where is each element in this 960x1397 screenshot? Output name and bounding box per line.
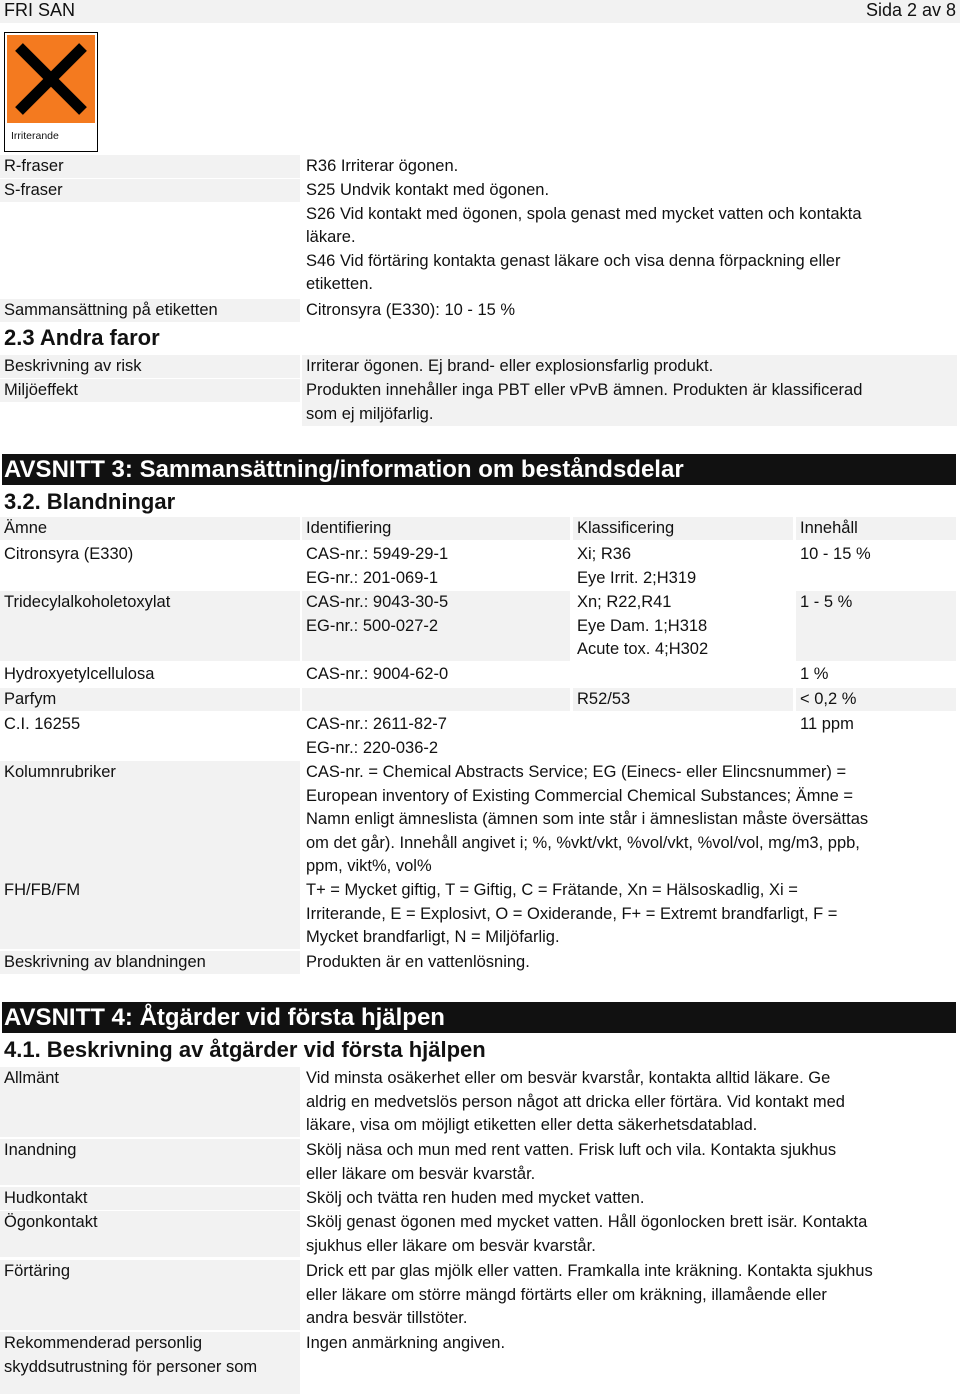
- substance-name: Parfym: [0, 688, 300, 711]
- row-label: [0, 1067, 300, 1137]
- text-line: Eye Irrit. 2;H319: [577, 568, 697, 587]
- substance-name: Hydroxyetylcellulosa: [4, 665, 155, 683]
- row-label: [0, 1139, 300, 1185]
- column-header: Innehåll: [796, 517, 956, 540]
- subsection-title: 4.1. Beskrivning av åtgärder vid första hjälpen: [0, 1036, 960, 1064]
- text-line: eller läkare om besvär kvarstår.: [306, 1164, 536, 1183]
- text-line: Inandning: [4, 1141, 77, 1159]
- identification: [302, 663, 570, 687]
- text-line: Produkten innehåller inga PBT eller vPvB ämnen. Produkten är klassificerad: [306, 381, 863, 399]
- text-line: S46 Vid förtäring kontakta genast läkare och visa denna förpackning eller: [306, 251, 841, 270]
- text-line: Förtäring: [4, 1262, 71, 1280]
- pictogram-label: Irriterande: [11, 130, 59, 142]
- page-number: Sida 2 av 8: [865, 0, 956, 20]
- text-line: R52/53: [577, 690, 631, 708]
- text-line: S26 Vid kontakt med ögonen, spola genast med mycket vatten och kontakta: [306, 204, 862, 223]
- text-line: eller läkare om större mängd förtärts eller om kräkning, illamående eller: [306, 1285, 827, 1304]
- text-line: EG-nr.: 500-027-2: [306, 616, 439, 635]
- row-text: [302, 879, 957, 950]
- content: 11 ppm: [800, 715, 854, 733]
- text-line: EG-nr.: 201-069-1: [306, 568, 439, 587]
- row-label: Beskrivning av risk: [0, 355, 300, 378]
- row-text: [302, 179, 957, 297]
- row-text: [302, 155, 957, 179]
- text-line: sjukhus eller läkare om besvär kvarstår.: [306, 1236, 596, 1255]
- text-line: Skölj näsa och mun med rent vatten. Frisk luft och vila. Kontakta sjukhus: [306, 1141, 837, 1159]
- company-name: FRI SAN: [4, 0, 76, 20]
- text-line: CAS-nr.: 2611-82-7: [306, 715, 447, 733]
- row-label: [0, 1260, 300, 1330]
- text-line: Skölj genast ögonen med mycket vatten. Håll ögonlocken brett isär. Kontakta: [306, 1213, 868, 1231]
- text-line: CAS-nr.: 9043-30-5: [306, 593, 449, 611]
- text-line: T+ = Mycket giftig, T = Giftig, C = Frätande, Xn = Hälsoskadlig, Xi =: [306, 881, 798, 899]
- text-line: Rekommenderad personlig: [4, 1334, 203, 1352]
- text-line: CAS-nr.: 9004-62-0: [306, 665, 449, 683]
- column-header: Identifiering: [302, 517, 570, 540]
- substance-name: Citronsyra (E330): [4, 545, 134, 563]
- text-line: European inventory of Existing Commercial Chemical Substances; Ämne =: [306, 786, 854, 805]
- identification: [302, 591, 570, 661]
- classification: [573, 688, 793, 711]
- hazard-pictogram: [4, 32, 98, 152]
- row-text: [302, 1187, 957, 1211]
- text-line: Irriterande, E = Explosivt, O = Oxiderande, F+ = Extremt brandfarligt, F =: [306, 904, 838, 923]
- row-text: [302, 299, 957, 323]
- text-line: andra besvär tillstöter.: [306, 1309, 468, 1327]
- text-line: läkare.: [306, 228, 356, 246]
- row-text: [302, 355, 957, 379]
- text-line: Ingen anmärkning angiven.: [306, 1334, 506, 1352]
- row-label: Kolumnrubriker: [0, 761, 300, 879]
- identification: [302, 688, 570, 711]
- text-line: R36 Irriterar ögonen.: [306, 157, 459, 175]
- text-line: Citronsyra (E330): 10 - 15 %: [306, 301, 516, 319]
- identification: [302, 713, 570, 760]
- row-text: [302, 379, 957, 426]
- text-line: om det går). Innehåll angivet i; %, %vkt/vkt, %vol/vkt, %vol/vol, mg/m3, ppb,: [306, 833, 860, 852]
- row-label: Beskrivning av blandningen: [0, 951, 300, 974]
- text-line: S25 Undvik kontakt med ögonen.: [306, 181, 550, 199]
- section-3-heading: AVSNITT 3: Sammansättning/information om beståndsdelar: [2, 454, 956, 485]
- text-line: Eye Dam. 1;H318: [577, 616, 708, 635]
- section-4-heading: AVSNITT 4: Åtgärder vid första hjälpen: [2, 1002, 956, 1033]
- content: 10 - 15 %: [800, 545, 871, 563]
- text-line: Mycket brandfarligt, N = Miljöfarlig.: [306, 928, 560, 946]
- text-line: Vid minsta osäkerhet eller om besvär kvarstår, kontakta alltid läkare. Ge: [306, 1069, 831, 1087]
- row-label: [0, 1332, 300, 1394]
- row-label: R-fraser: [0, 155, 300, 178]
- subsection-title: 3.2. Blandningar: [0, 488, 960, 516]
- text-line: CAS-nr.: 5949-29-1: [306, 545, 449, 563]
- row-label: [0, 1211, 300, 1257]
- text-line: som ej miljöfarlig.: [306, 404, 434, 423]
- row-label: Miljöeffekt: [0, 379, 300, 402]
- page-header: [0, 0, 960, 23]
- classification: [573, 543, 793, 590]
- substance-name: C.I. 16255: [4, 715, 81, 733]
- text-line: Skölj och tvätta ren huden med mycket vatten.: [306, 1189, 645, 1207]
- text-line: aldrig en medvetslös person något att dricka eller förtära. Vid kontakt med: [306, 1092, 845, 1111]
- column-header: Klassificering: [573, 517, 793, 540]
- row-label: Sammansättning på etiketten: [0, 299, 300, 322]
- text-line: CAS-nr. = Chemical Abstracts Service; EG (Einecs- eller Elincsnummer) =: [306, 763, 847, 781]
- text-line: Acute tox. 4;H302: [577, 640, 709, 658]
- substance-name: Tridecylalkoholetoxylat: [0, 591, 300, 661]
- text-line: Allmänt: [4, 1069, 60, 1087]
- row-text: [302, 1332, 957, 1356]
- text-line: Hudkontakt: [4, 1189, 88, 1207]
- content: 1 %: [800, 665, 829, 683]
- classification: [573, 591, 793, 662]
- row-label: S-fraser: [0, 179, 300, 202]
- text-line: skyddsutrustning för personer som: [4, 1357, 258, 1376]
- text-line: Ögonkontakt: [4, 1213, 98, 1231]
- content: 1 - 5 %: [796, 591, 956, 661]
- text-line: Drick ett par glas mjölk eller vatten. Framkalla inte kräkning. Kontakta sjukhus: [306, 1262, 873, 1280]
- row-text: [302, 1067, 957, 1138]
- row-label: [0, 1187, 300, 1210]
- text-line: läkare, visa om möjligt etiketten eller detta säkerhetsdatablad.: [306, 1116, 758, 1134]
- text-line: Xn; R22,R41: [577, 593, 672, 611]
- row-label: FH/FB/FM: [0, 879, 300, 949]
- text-line: Produkten är en vattenlösning.: [306, 953, 530, 971]
- column-header: Ämne: [0, 517, 300, 540]
- text-line: Namn enligt ämneslista (ämnen som inte står i ämneslistan måste översättas: [306, 810, 869, 828]
- irritant-x-icon: [7, 35, 95, 123]
- text-line: etiketten.: [306, 275, 373, 293]
- text-line: Irriterar ögonen. Ej brand- eller explosionsfarlig produkt.: [306, 357, 714, 375]
- row-text: [302, 951, 957, 975]
- identification: [302, 543, 570, 590]
- row-text: [302, 1260, 957, 1331]
- row-text: [302, 1211, 957, 1258]
- text-line: Xi; R36: [577, 545, 632, 563]
- row-text: [302, 1139, 957, 1186]
- text-line: ppm, vikt%, vol%: [306, 857, 432, 875]
- subsection-title: 2.3 Andra faror: [0, 324, 960, 352]
- text-line: EG-nr.: 220-036-2: [306, 738, 439, 757]
- row-text: [302, 761, 957, 879]
- content: < 0,2 %: [796, 688, 956, 711]
